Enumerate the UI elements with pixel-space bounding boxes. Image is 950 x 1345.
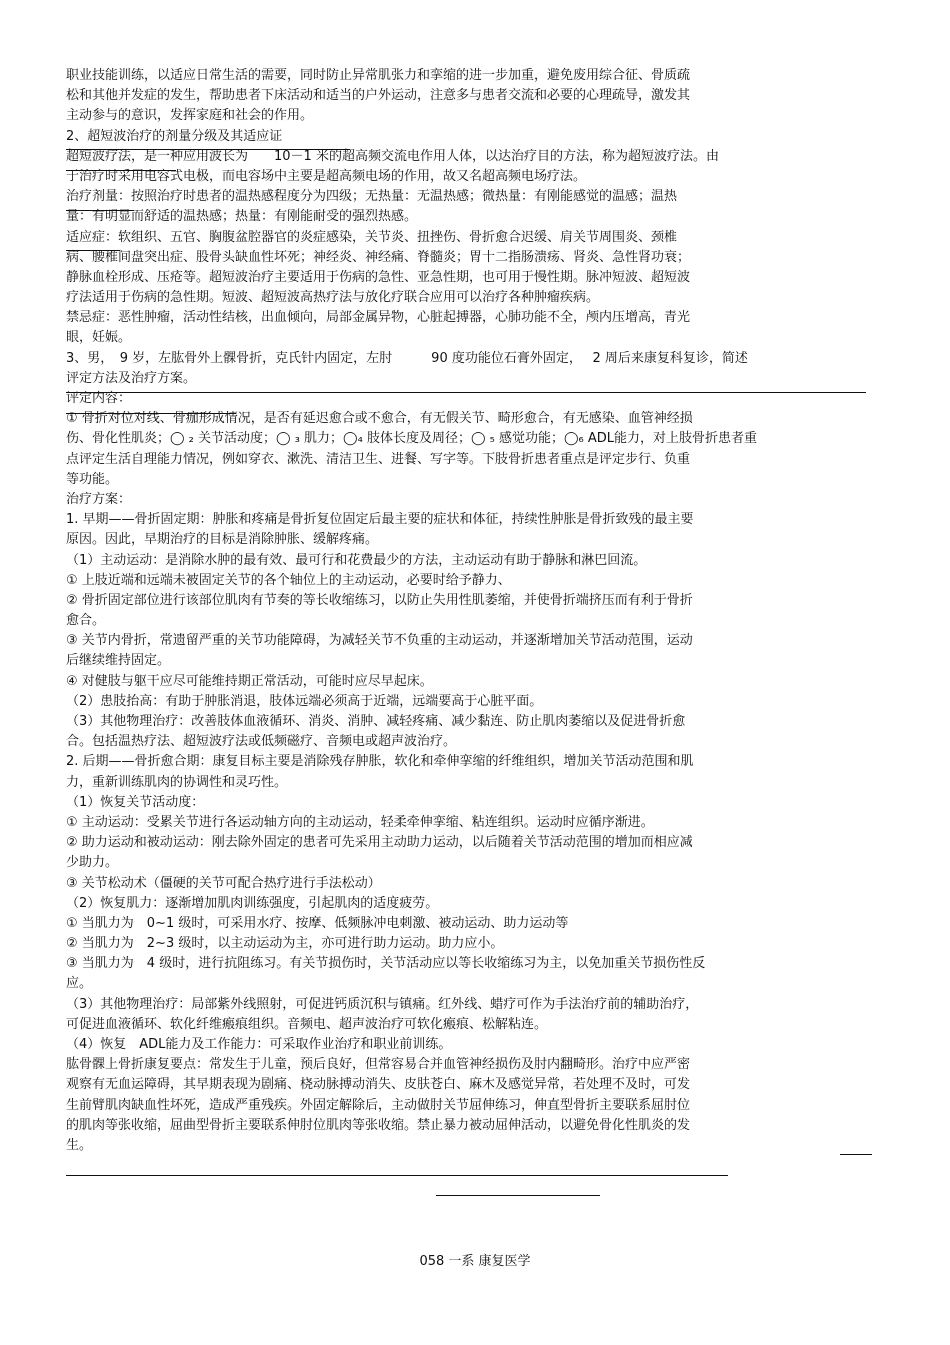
text-line: 于治疗时采用电容式电极，而电容场中主要是超高频电场的作用，故又名超高频电场疗法。 — [66, 168, 587, 184]
text-line: ② 助力运动和被动运动：刚去除外固定的患者可先采用主动助力运动，以后随着关节活动范围的增加而相应减 — [66, 835, 693, 851]
text-line: （2）恢复肌力：逐渐增加肌肉训练强度，引起肌肉的适度疲劳。 — [66, 895, 439, 911]
text-line: 生。 — [66, 1137, 93, 1153]
text-line: 眼，妊娠。 — [66, 330, 132, 346]
text-line: （4）恢复 ADL能力及工作能力：可采取作业治疗和职业前训练。 — [66, 1037, 452, 1052]
margin-rule — [840, 1154, 872, 1155]
text-line: （3）其他物理治疗：改善肢体血液循环、消炎、消肿、减轻疼痛、减少黏连、防止肌肉萎缩以及促进骨折愈 — [66, 714, 686, 729]
text-line: 等功能。 — [66, 471, 119, 487]
text-line: 职业技能训练，以适应日常生活的需要，同时防止异常肌张力和挛缩的进一步加重，避免废用综合征、骨质疏 — [66, 68, 691, 83]
text-line: 原因。因此，早期治疗的目标是消除肿胀、缓解疼痛。 — [66, 532, 379, 548]
text-line: 生前臂肌肉缺血性坏死，造成严重残疾。外固定解除后，主动做肘关节屈伸练习，伸直型骨折主要联系屈肘位 — [66, 1097, 691, 1113]
text-line: ④ 对健肢与躯干应尽可能维持期正常活动，可能时应尽早起床。 — [66, 673, 433, 689]
text-line: 静脉血栓形成、压疮等。超短波治疗主要适用于伤病的急性、亚急性期，也可用于慢性期。脉冲短波、超短波 — [66, 269, 691, 285]
text-line: 评定方法及治疗方案。 — [66, 370, 197, 386]
text-line: 松和其他并发症的发生，帮助患者下床活动和适当的户外运动，注意多与患者交流和必要的心理疏导，激发其 — [66, 88, 691, 104]
text-line: ② 当肌力为 2~3 级时，以主动运动为主，亦可进行助力运动。助力应小。 — [66, 936, 504, 952]
text-line: 适应症：软组织、五官、胸腹盆腔器官的炎症感染，关节炎、扭挫伤、骨折愈合迟缓、肩关节周围炎、颈椎 — [66, 229, 678, 245]
text-line: 肱骨髁上骨折康复要点：常发生于儿童，预后良好，但常容易合并血管神经损伤及肘内翻畸形。治疗中应严密 — [66, 1057, 691, 1073]
text-line: ③ 关节松动术（僵硬的关节可配合热疗进行手法松动） — [66, 875, 381, 891]
text-line: ① 上肢近端和远端未被固定关节的各个轴位上的主动运动，必要时给予静力、 — [66, 572, 511, 588]
text-line: 禁忌症：恶性肿瘤，活动性结核，出血倾向，局部金属异物，心脏起搏器，心肺功能不全，颅内压增高，青光 — [66, 310, 691, 326]
text-line: 治疗方案： — [66, 491, 132, 507]
page-footer: 058 一系 康复医学 — [419, 1254, 531, 1269]
heading-underline — [66, 149, 350, 150]
text-underline — [66, 1175, 728, 1176]
text-line: 超短波疗法，是一种应用波长为 10－1 米的超高频交流电作用人体，以达治疗目的方法，称为超短波疗法。由 — [66, 148, 719, 164]
heading-underline — [66, 392, 866, 393]
text-line: 的肌肉等张收缩，屈曲型骨折主要联系伸肘位肌肉等张收缩。禁止暴力被动屈伸活动，以避免骨化性肌炎的发 — [66, 1117, 691, 1133]
text-line: 少助力。 — [66, 855, 119, 871]
text-line: 应。 — [66, 976, 93, 992]
section-heading-2: 2、超短波治疗的剂量分级及其适应证 — [66, 128, 283, 144]
text-line: 观察有无血运障碍，其早期表现为剧痛、桡动脉搏动消失、皮肤苍白、麻木及感觉异常，若处理不及时，可发 — [66, 1077, 691, 1093]
text-line: 评定内容： — [66, 391, 132, 406]
term-underline — [66, 210, 134, 211]
text-line: ② 骨折固定部位进行该部位肌肉有节奏的等长收缩练习，以防止失用性肌萎缩，并使骨折端挤压而有利于骨折 — [66, 592, 693, 608]
text-line: （1）主动运动：是消除水肿的最有效、最可行和花费最少的方法，主动运动有助于静脉和淋巴回流。 — [66, 552, 647, 568]
text-line: ① 骨折对位对线、骨痂形成情况，是否有延迟愈合或不愈合，有无假关节、畸形愈合，有无感染、血管神经损 — [66, 411, 693, 427]
text-line: 后继续维持固定。 — [66, 653, 171, 669]
text-underline — [436, 1195, 600, 1196]
text-line: 量：有明显而舒适的温热感；热量：有刚能耐受的强烈热感。 — [66, 209, 418, 225]
text-line: 伤、骨化性肌炎；◯ ₂ 关节活动度；◯ ₃ 肌力；◯₄ 肢体长度及周径；◯ ₅ 感觉功能；◯₆ ADL能力，对上肢骨折患者重 — [66, 431, 758, 447]
text-line: 主动参与的意识，发挥家庭和社会的作用。 — [66, 108, 314, 124]
document-body — [66, 66, 886, 1156]
text-line: 治疗剂量：按照治疗时患者的温热感程度分为四级；无热量：无温热感；微热量：有刚能感觉的温感；温热 — [66, 189, 678, 205]
text-line: （2）患肢抬高：有助于肿胀消退，肢体远端必须高于近端，远端要高于心脏平面。 — [66, 693, 543, 709]
text-line: ③ 关节内骨折，常遗留严重的关节功能障碍，为减轻关节不负重的主动运动，并逐渐增加关节活动范围，运动 — [66, 633, 693, 649]
term-underline — [66, 170, 176, 171]
text-line: 合。包括温热疗法、超短波疗法或低频磁疗、音频电或超声波治疗。 — [66, 734, 457, 750]
text-line: 力，重新训练肌肉的协调性和灵巧性。 — [66, 774, 288, 790]
text-line: 病、腰椎间盘突出症、股骨头缺血性坏死；神经炎、神经痛、脊髓炎；胃十二指肠溃疡、肾炎、急性肾功衰； — [66, 249, 691, 265]
text-line: ① 当肌力为 0~1 级时，可采用水疗、按摩、低频脉冲电刺激、被动运动、助力运动等 — [66, 915, 569, 931]
section-heading-3: 3、男， 9 岁，左肱骨外上髁骨折，克氏针内固定，左肘 90 度功能位石膏外固定， 2 周后来康复科复诊，简述 — [66, 350, 748, 366]
heading-underline — [66, 413, 236, 414]
text-line: ③ 当肌力为 4 级时，进行抗阻练习。有关节损伤时，关节活动应以等长收缩练习为主，以免加重关节损伤性反 — [66, 956, 706, 972]
text-line: 疗法适用于伤病的急性期。短波、超短波高热疗法与放化疗联合应用可以治疗各种肿瘤疾病。 — [66, 290, 600, 306]
text-line: （1）恢复关节活动度： — [66, 794, 205, 810]
text-line: 可促进血液循环、软化纤维瘢痕组织。音频电、超声波治疗可软化瘢痕、松解粘连。 — [66, 1016, 548, 1032]
text-line: ① 主动运动：受累关节进行各运动轴方向的主动运动，轻柔牵伸挛缩、粘连组织。运动时应循序渐进。 — [66, 814, 654, 830]
text-line: 愈合。 — [66, 613, 106, 629]
text-line: 2. 后期——骨折愈合期：康复目标主要是消除残存肿胀，软化和牵伸挛缩的纤维组织，增加关节活动范围和肌 — [66, 754, 694, 770]
text-line: 1. 早期——骨折固定期：肿胀和疼痛是骨折复位固定后最主要的症状和体征，持续性肿胀是骨折致残的最主要 — [66, 512, 694, 528]
text-line: （3）其他物理治疗：局部紫外线照射，可促进钙质沉积与镇痛。红外线、蜡疗可作为手法治疗前的辅助治疗， — [66, 996, 699, 1012]
term-underline — [66, 250, 120, 251]
text-line: 点评定生活自理能力情况，例如穿衣、漱洗、清洁卫生、进餐、写字等。下肢骨折患者重点是评定步行、负重 — [66, 451, 691, 467]
